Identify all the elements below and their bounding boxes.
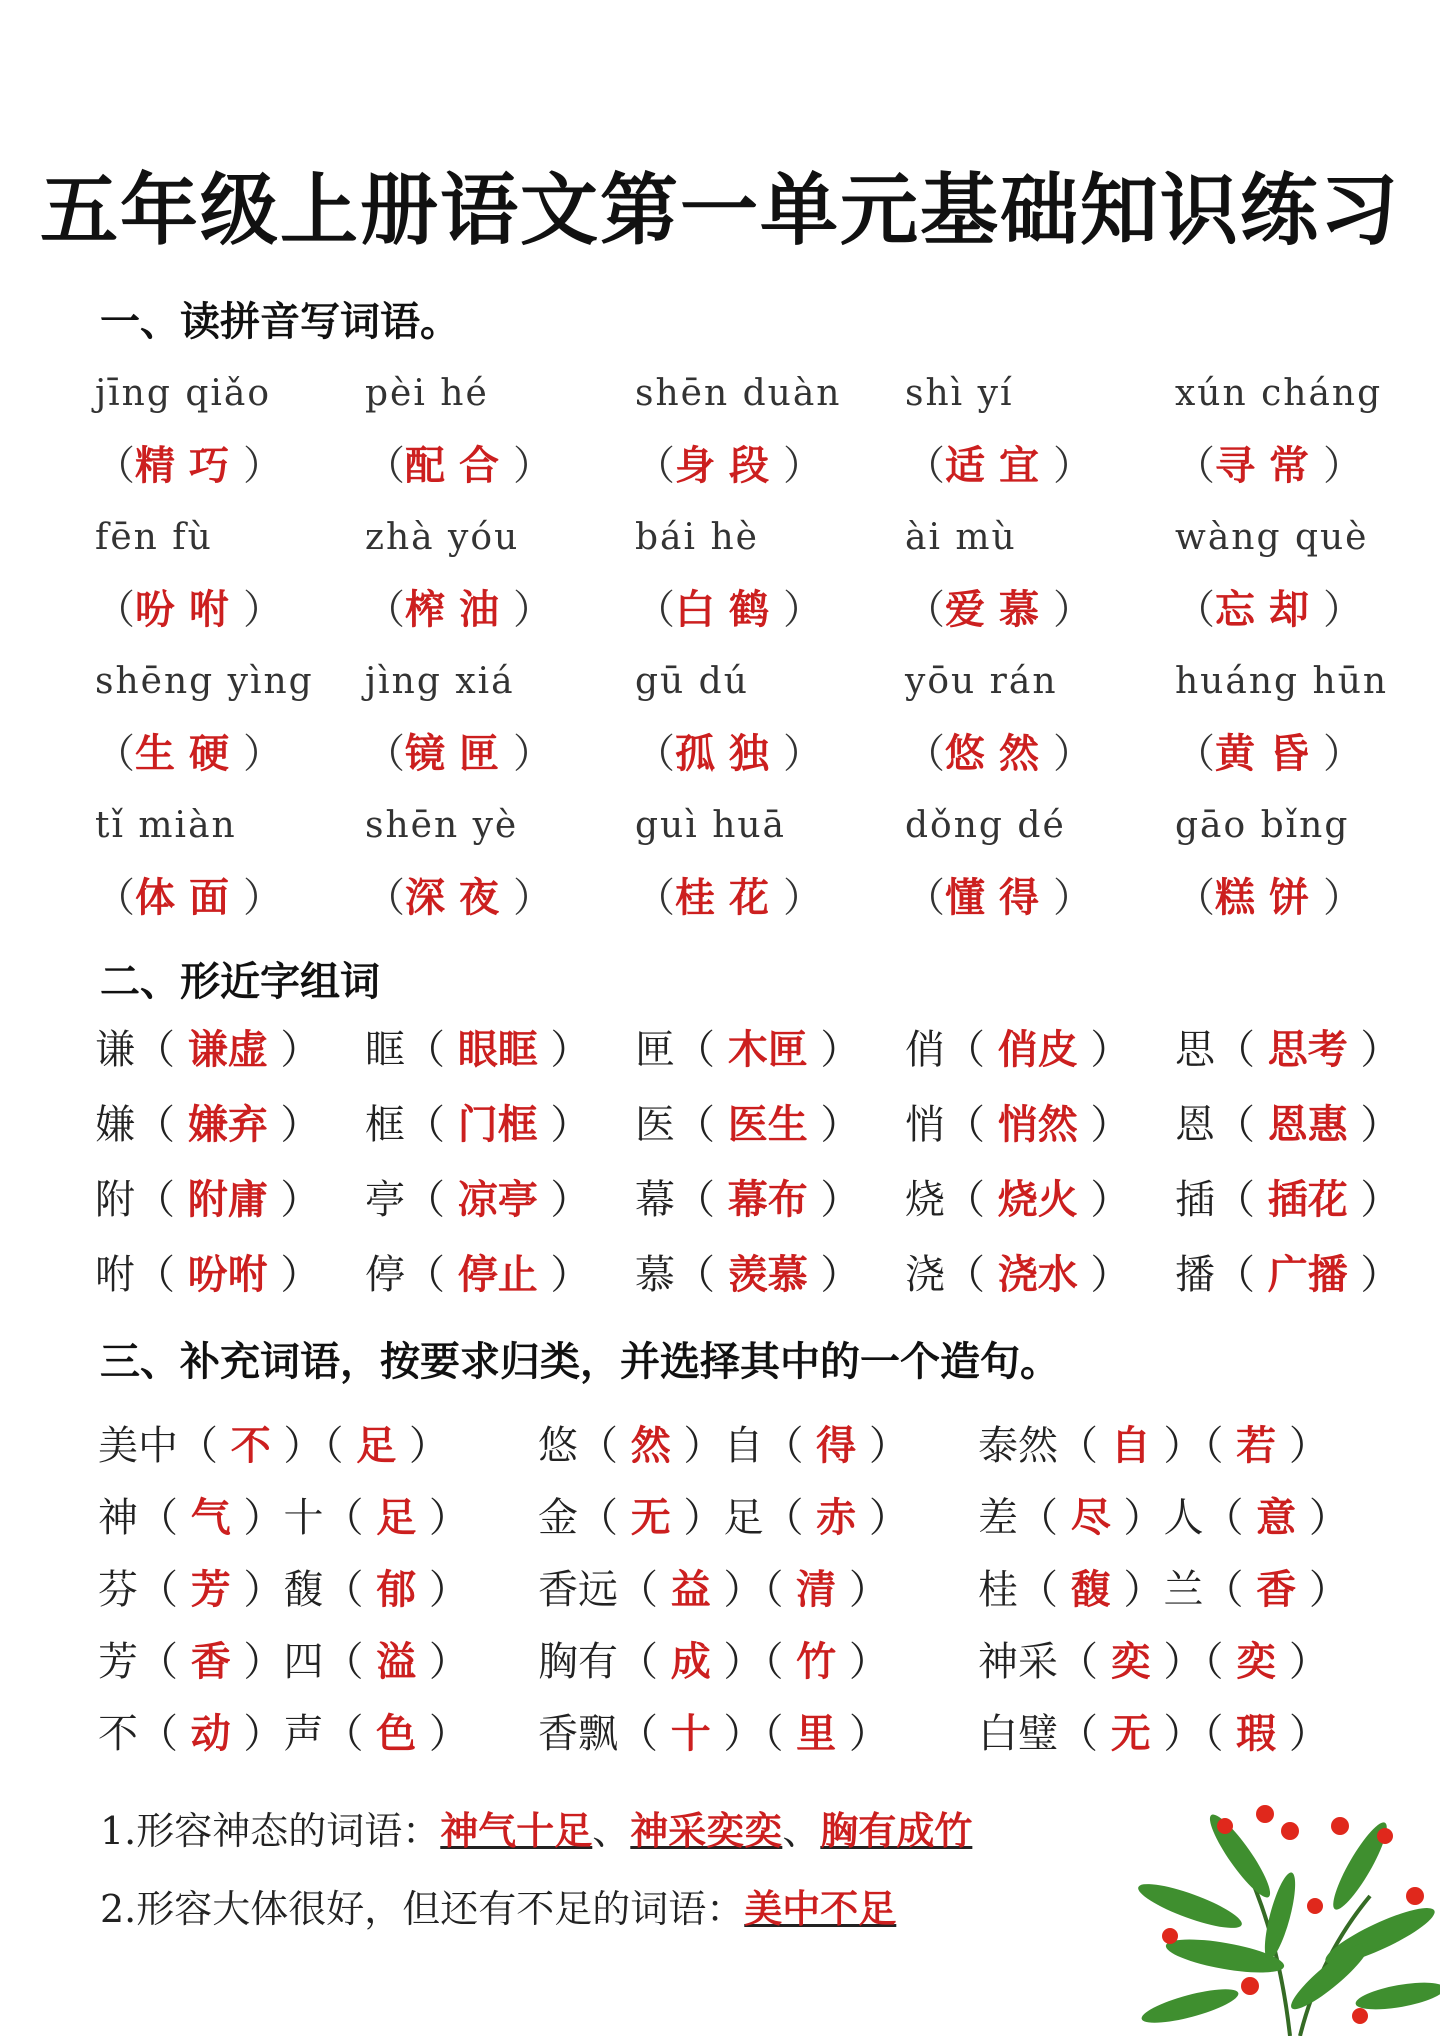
- answer-word: 深夜: [405, 874, 513, 921]
- base-char: 谦: [95, 1027, 135, 1073]
- answer-char: 奕: [1110, 1638, 1151, 1685]
- pinyin: shēn yè: [365, 805, 519, 846]
- char-item: 亭（ 凉亭 ）: [365, 1176, 591, 1223]
- page-title: 五年级上册语文第一单元基础知识练习: [39, 166, 1400, 256]
- char-item: 咐（ 吩咐 ）: [95, 1251, 321, 1298]
- answer-word: 白鹤: [675, 586, 783, 633]
- answer-row: [95, 862, 1395, 934]
- base-char: 匣: [635, 1027, 675, 1073]
- char-item: 医（ 医生 ）: [635, 1101, 861, 1148]
- pinyin-row: [95, 358, 1395, 430]
- idiom-item: 神（ 气 ）十（ 足 ）: [98, 1494, 469, 1541]
- idiom-item: 芳（ 香 ）四（ 溢 ）: [98, 1638, 469, 1685]
- answer-char: 里: [796, 1710, 837, 1757]
- answer-char: 十: [670, 1710, 711, 1757]
- answer-box: （身段）: [635, 442, 823, 489]
- given-chars: 金: [538, 1495, 578, 1541]
- answer-char: 然: [630, 1422, 671, 1469]
- base-char: 亭: [365, 1177, 405, 1223]
- section1-heading: 一、读拼音写词语。: [100, 299, 460, 345]
- answer-char: 尽: [1070, 1494, 1111, 1541]
- given-chars: 香远: [538, 1567, 618, 1613]
- note-1-answers: [440, 1809, 972, 1853]
- answer-char: 无: [1110, 1710, 1151, 1757]
- note-2-label: 2.形容大体很好，但还有不足的词语：: [100, 1887, 745, 1931]
- answer-box: （黄昏）: [1175, 730, 1363, 777]
- answer-box: （孤独）: [635, 730, 823, 777]
- answer-word: 恩惠: [1267, 1101, 1348, 1148]
- given-chars: 人: [1163, 1495, 1204, 1541]
- answer-word: 谦虚: [187, 1026, 268, 1073]
- answer-box: （深夜）: [365, 874, 553, 921]
- base-char: 浇: [905, 1252, 945, 1298]
- given-chars: 馥: [283, 1567, 324, 1613]
- answer-row: [95, 718, 1395, 790]
- given-chars: 桂: [978, 1567, 1018, 1613]
- base-char: 播: [1175, 1252, 1215, 1298]
- given-chars: 胸有: [538, 1639, 618, 1685]
- char-item: 悄（ 悄然 ）: [905, 1101, 1131, 1148]
- answer-word: 悠然: [945, 730, 1053, 777]
- answer-box: （吩咐）: [95, 586, 283, 633]
- pinyin: wàng què: [1175, 517, 1369, 558]
- answer-box: （糕饼）: [1175, 874, 1363, 921]
- answer-char: 动: [190, 1710, 231, 1757]
- pinyin: tǐ miàn: [95, 805, 237, 846]
- idiom-row: [98, 1698, 1398, 1770]
- idiom-item: 悠（ 然 ）自（ 得 ）: [538, 1422, 909, 1469]
- idiom-item: 不（ 动 ）声（ 色 ）: [98, 1710, 469, 1757]
- answer-word: 榨油: [405, 586, 513, 633]
- pinyin: gū dú: [635, 661, 749, 702]
- answer-word: 吩咐: [187, 1251, 268, 1298]
- answer-word: 身段: [675, 442, 783, 489]
- note-2: [100, 1878, 896, 1933]
- given-chars: 足: [723, 1495, 764, 1541]
- answer-word: 糕饼: [1215, 874, 1323, 921]
- pinyin-row: [95, 646, 1395, 718]
- base-char: 框: [365, 1102, 405, 1148]
- separator: 、: [782, 1809, 821, 1853]
- answer-idiom: 神气十足: [440, 1808, 593, 1853]
- answer-word: 附庸: [187, 1176, 268, 1223]
- idiom-item: 桂（ 馥 ）兰（ 香 ）: [978, 1566, 1349, 1613]
- answer-word: 插花: [1267, 1176, 1348, 1223]
- base-char: 烧: [905, 1177, 945, 1223]
- answer-char: 意: [1256, 1494, 1297, 1541]
- idiom-item: 金（ 无 ）足（ 赤 ）: [538, 1494, 909, 1541]
- note-2-answer: 美中不足: [744, 1886, 897, 1931]
- idiom-item: 差（ 尽 ）人（ 意 ）: [978, 1494, 1349, 1541]
- answer-box: （忘却）: [1175, 586, 1363, 633]
- note-1-label: 1.形容神态的词语：: [100, 1809, 441, 1853]
- char-item: 附（ 附庸 ）: [95, 1176, 321, 1223]
- answer-word: 配合: [405, 442, 513, 489]
- answer-idiom: 神采奕奕: [630, 1808, 783, 1853]
- answer-word: 医生: [727, 1101, 808, 1148]
- char-item: 播（ 广播 ）: [1175, 1251, 1401, 1298]
- pinyin: zhà yóu: [365, 517, 520, 558]
- base-char: 咐: [95, 1252, 135, 1298]
- base-char: 恩: [1175, 1102, 1215, 1148]
- answer-char: 成: [670, 1638, 711, 1685]
- given-chars: 悠: [538, 1423, 578, 1469]
- answer-box: （榨油）: [365, 586, 553, 633]
- base-char: 幕: [635, 1177, 675, 1223]
- answer-char: 芳: [190, 1566, 231, 1613]
- pinyin: pèi hé: [365, 373, 489, 414]
- given-chars: 神: [98, 1495, 138, 1541]
- separator: 、: [592, 1809, 631, 1853]
- char-row: [95, 1162, 1401, 1237]
- answer-char: 色: [376, 1710, 417, 1757]
- answer-word: 生硬: [135, 730, 243, 777]
- pinyin: yōu rán: [905, 661, 1058, 702]
- pinyin: jìng xiá: [365, 661, 515, 702]
- answer-word: 适宜: [945, 442, 1053, 489]
- answer-box: （镜匣）: [365, 730, 553, 777]
- answer-word: 木匣: [727, 1026, 808, 1073]
- char-item: 匣（ 木匣 ）: [635, 1026, 861, 1073]
- answer-word: 幕布: [727, 1176, 808, 1223]
- given-chars: 十: [283, 1495, 324, 1541]
- char-item: 恩（ 恩惠 ）: [1175, 1101, 1401, 1148]
- given-chars: 香飘: [538, 1711, 618, 1757]
- given-chars: 芳: [98, 1639, 138, 1685]
- answer-char: 无: [630, 1494, 671, 1541]
- answer-word: 桂花: [675, 874, 783, 921]
- pinyin-row: [95, 790, 1395, 862]
- char-item: 思（ 思考 ）: [1175, 1026, 1401, 1073]
- answer-char: 溢: [376, 1638, 417, 1685]
- answer-char: 得: [816, 1422, 857, 1469]
- answer-char: 足: [356, 1422, 397, 1469]
- answer-box: （寻常）: [1175, 442, 1363, 489]
- char-item: 插（ 插花 ）: [1175, 1176, 1401, 1223]
- char-item: 谦（ 谦虚 ）: [95, 1026, 321, 1073]
- char-row: [95, 1237, 1401, 1312]
- idiom-item: 美中（ 不 ）（ 足 ）: [98, 1422, 449, 1469]
- answer-char: 奕: [1236, 1638, 1277, 1685]
- answer-char: 不: [230, 1422, 271, 1469]
- char-item: 浇（ 浇水 ）: [905, 1251, 1131, 1298]
- base-char: 悄: [905, 1102, 945, 1148]
- answer-word: 黄昏: [1215, 730, 1323, 777]
- given-chars: 芬: [98, 1567, 138, 1613]
- idiom-item: 神采（ 奕 ）（ 奕 ）: [978, 1638, 1329, 1685]
- idiom-item: 胸有（ 成 ）（ 竹 ）: [538, 1638, 889, 1685]
- answer-word: 懂得: [945, 874, 1053, 921]
- answer-char: 赤: [816, 1494, 857, 1541]
- answer-word: 寻常: [1215, 442, 1323, 489]
- base-char: 俏: [905, 1027, 945, 1073]
- answer-char: 益: [670, 1566, 711, 1613]
- answer-char: 香: [190, 1638, 231, 1685]
- given-chars: 自: [723, 1423, 764, 1469]
- idiom-item: 香远（ 益 ）（ 清 ）: [538, 1566, 889, 1613]
- answer-box: （配合）: [365, 442, 553, 489]
- answer-char: 气: [190, 1494, 231, 1541]
- given-chars: 四: [283, 1639, 324, 1685]
- answer-char: 郁: [376, 1566, 417, 1613]
- given-chars: 神采: [978, 1639, 1058, 1685]
- answer-box: （懂得）: [905, 874, 1093, 921]
- answer-char: 馥: [1070, 1566, 1111, 1613]
- answer-char: 足: [376, 1494, 417, 1541]
- base-char: 眶: [365, 1027, 405, 1073]
- pinyin: jīng qiǎo: [95, 373, 272, 414]
- pinyin: ài mù: [905, 517, 1017, 558]
- pinyin: shēn duàn: [635, 373, 842, 414]
- section3-heading: 三、补充词语，按要求归类，并选择其中的一个造句。: [100, 1339, 1060, 1385]
- base-char: 插: [1175, 1177, 1215, 1223]
- answer-word: 镜匣: [405, 730, 513, 777]
- answer-word: 羡慕: [727, 1251, 808, 1298]
- char-item: 眶（ 眼眶 ）: [365, 1026, 591, 1073]
- answer-word: 门框: [457, 1101, 538, 1148]
- answer-word: 孤独: [675, 730, 783, 777]
- given-chars: 泰然: [978, 1423, 1058, 1469]
- char-row: [95, 1087, 1401, 1162]
- given-chars: 兰: [1163, 1567, 1204, 1613]
- base-char: 慕: [635, 1252, 675, 1298]
- idiom-item: 香飘（ 十 ）（ 里 ）: [538, 1710, 889, 1757]
- pinyin: dǒng dé: [905, 805, 1066, 846]
- similar-char-grid: [95, 1012, 1401, 1312]
- given-chars: 白璧: [978, 1711, 1058, 1757]
- idiom-row: [98, 1626, 1398, 1698]
- idiom-row: [98, 1482, 1398, 1554]
- answer-box: （生硬）: [95, 730, 283, 777]
- answer-box: （爱慕）: [905, 586, 1093, 633]
- answer-word: 爱慕: [945, 586, 1053, 633]
- answer-row: [95, 430, 1395, 502]
- pinyin-word-grid: [95, 358, 1395, 934]
- answer-word: 停止: [457, 1251, 538, 1298]
- answer-word: 烧火: [997, 1176, 1078, 1223]
- plant-decoration: [1130, 1786, 1440, 2036]
- answer-char: 清: [796, 1566, 837, 1613]
- answer-word: 嫌弃: [187, 1101, 268, 1148]
- answer-word: 悄然: [997, 1101, 1078, 1148]
- pinyin: shì yí: [905, 373, 1014, 414]
- base-char: 停: [365, 1252, 405, 1298]
- char-item: 停（ 停止 ）: [365, 1251, 591, 1298]
- answer-char: 自: [1110, 1422, 1151, 1469]
- base-char: 嫌: [95, 1102, 135, 1148]
- pinyin: fēn fù: [95, 517, 213, 558]
- answer-char: 香: [1256, 1566, 1297, 1613]
- char-item: 烧（ 烧火 ）: [905, 1176, 1131, 1223]
- pinyin: guì huā: [635, 805, 787, 846]
- answer-word: 浇水: [997, 1251, 1078, 1298]
- base-char: 医: [635, 1102, 675, 1148]
- answer-word: 吩咐: [135, 586, 243, 633]
- pinyin-row: [95, 502, 1395, 574]
- answer-idiom: 胸有成竹: [820, 1808, 973, 1853]
- pinyin: gāo bǐng: [1175, 805, 1350, 846]
- answer-word: 体面: [135, 874, 243, 921]
- answer-box: （体面）: [95, 874, 283, 921]
- idiom-grid: [98, 1410, 1398, 1770]
- char-row: [95, 1012, 1401, 1087]
- pinyin: xún cháng: [1175, 373, 1383, 414]
- answer-word: 眼眶: [457, 1026, 538, 1073]
- given-chars: 不: [98, 1711, 138, 1757]
- leaf-cluster: [1134, 1809, 1440, 2036]
- char-item: 俏（ 俏皮 ）: [905, 1026, 1131, 1073]
- answer-word: 精巧: [135, 442, 243, 489]
- given-chars: 差: [978, 1495, 1018, 1541]
- answer-box: （精巧）: [95, 442, 283, 489]
- idiom-row: [98, 1554, 1398, 1626]
- char-item: 嫌（ 嫌弃 ）: [95, 1101, 321, 1148]
- answer-word: 俏皮: [997, 1026, 1078, 1073]
- idiom-item: 白璧（ 无 ）（ 瑕 ）: [978, 1710, 1329, 1757]
- idiom-item: 芬（ 芳 ）馥（ 郁 ）: [98, 1566, 469, 1613]
- answer-word: 忘却: [1215, 586, 1323, 633]
- answer-row: [95, 574, 1395, 646]
- given-chars: 美中: [98, 1423, 178, 1469]
- answer-word: 广播: [1267, 1251, 1348, 1298]
- section2-heading: 二、形近字组词: [100, 959, 380, 1005]
- answer-box: （适宜）: [905, 442, 1093, 489]
- answer-char: 若: [1236, 1422, 1277, 1469]
- given-chars: 声: [283, 1711, 324, 1757]
- idiom-row: [98, 1410, 1398, 1482]
- base-char: 附: [95, 1177, 135, 1223]
- char-item: 框（ 门框 ）: [365, 1101, 591, 1148]
- answer-box: （白鹤）: [635, 586, 823, 633]
- pinyin: bái hè: [635, 517, 759, 558]
- char-item: 慕（ 羡慕 ）: [635, 1251, 861, 1298]
- answer-char: 竹: [796, 1638, 837, 1685]
- pinyin: huáng hūn: [1175, 661, 1389, 702]
- answer-word: 凉亭: [457, 1176, 538, 1223]
- answer-box: （桂花）: [635, 874, 823, 921]
- answer-char: 瑕: [1236, 1710, 1277, 1757]
- pinyin: shēng yìng: [95, 661, 314, 702]
- answer-box: （悠然）: [905, 730, 1093, 777]
- answer-word: 思考: [1267, 1026, 1348, 1073]
- char-item: 幕（ 幕布 ）: [635, 1176, 861, 1223]
- base-char: 思: [1175, 1027, 1215, 1073]
- idiom-item: 泰然（ 自 ）（ 若 ）: [978, 1422, 1329, 1469]
- note-1: [100, 1800, 972, 1855]
